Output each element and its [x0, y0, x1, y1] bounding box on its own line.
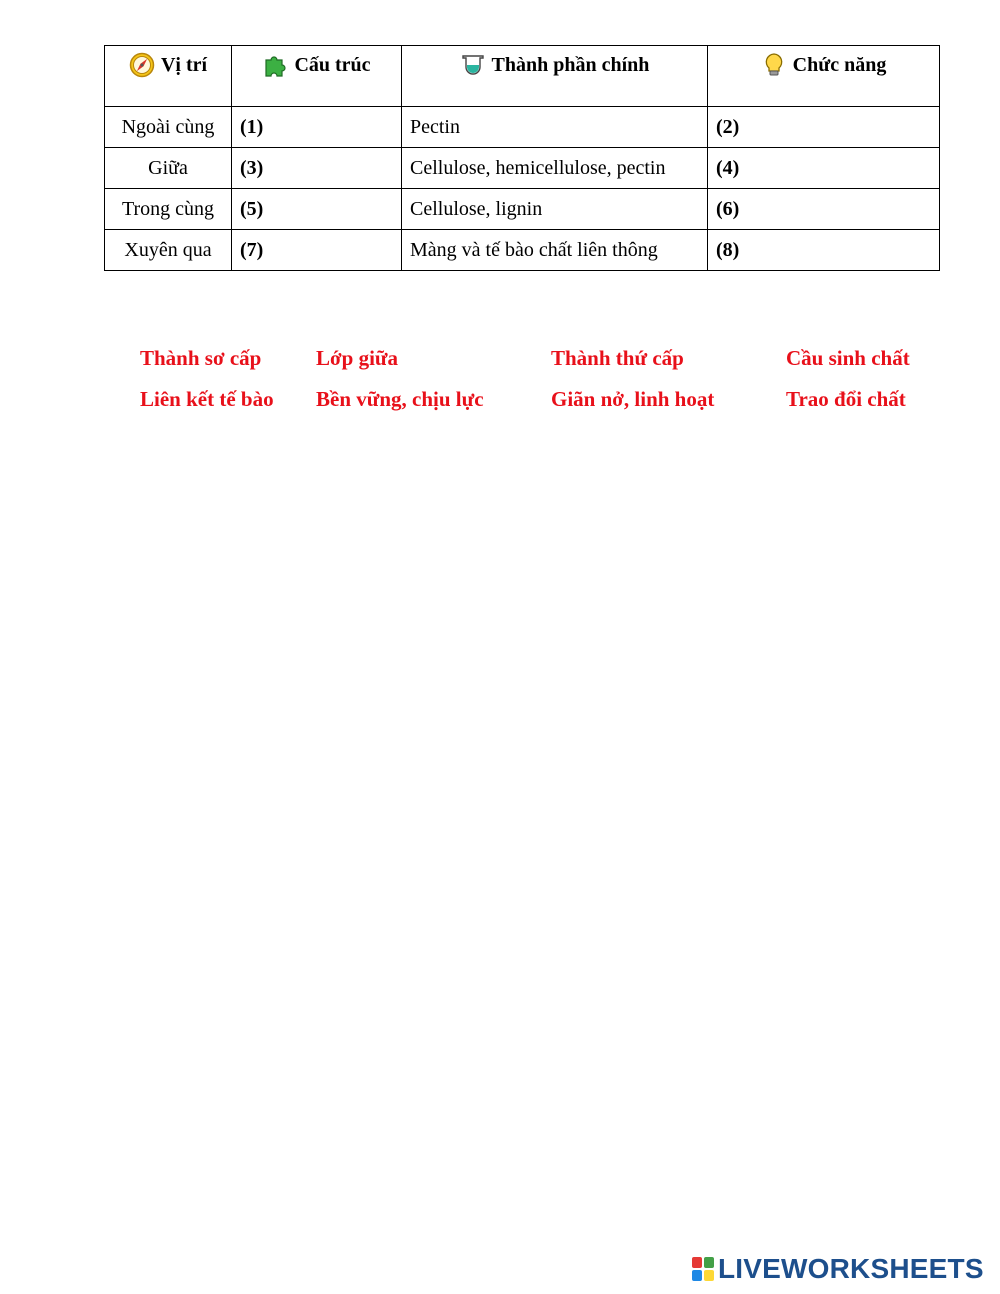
- cell-position: Giữa: [105, 148, 232, 189]
- logo-text: LIVEWORKSHEETS: [718, 1253, 984, 1284]
- word-option[interactable]: Thành thứ cấp: [551, 346, 684, 370]
- cell-component: Màng và tế bào chất liên thông: [402, 230, 708, 271]
- header-function-label: Chức năng: [792, 53, 887, 76]
- cell-component: Cellulose, lignin: [402, 189, 708, 230]
- cell-function-blank[interactable]: (6): [708, 189, 940, 230]
- cell-position: Xuyên qua: [105, 230, 232, 271]
- word-option[interactable]: Bền vững, chịu lực: [316, 387, 484, 411]
- word-option[interactable]: Thành sơ cấp: [140, 346, 262, 370]
- header-component-label: Thành phần chính: [491, 53, 650, 76]
- cell-structure-blank[interactable]: (1): [232, 107, 402, 148]
- header-position-label: Vị trí: [160, 53, 208, 76]
- cell-position: Trong cùng: [105, 189, 232, 230]
- header-structure-label: Cấu trúc: [294, 53, 371, 76]
- word-option[interactable]: Trao đổi chất: [786, 387, 906, 411]
- word-option[interactable]: Liên kết tế bào: [140, 387, 274, 411]
- cell-function-blank[interactable]: (4): [708, 148, 940, 189]
- cell-structure-blank[interactable]: (7): [232, 230, 402, 271]
- word-option[interactable]: Cầu sinh chất: [786, 346, 910, 370]
- word-bank: [0, 0, 1000, 420]
- cell-function-blank[interactable]: (2): [708, 107, 940, 148]
- cell-structure-blank[interactable]: (3): [232, 148, 402, 189]
- cell-function-blank[interactable]: (8): [708, 230, 940, 271]
- cell-component: Pectin: [402, 107, 708, 148]
- cell-position: Ngoài cùng: [105, 107, 232, 148]
- word-option[interactable]: Giãn nở, linh hoạt: [551, 387, 715, 411]
- liveworksheets-logo: [692, 1254, 984, 1284]
- word-option[interactable]: Lớp giữa: [316, 346, 399, 370]
- cell-component: Cellulose, hemicellulose, pectin: [402, 148, 708, 189]
- cell-structure-blank[interactable]: (5): [232, 189, 402, 230]
- logo-mark-icon: [692, 1257, 714, 1281]
